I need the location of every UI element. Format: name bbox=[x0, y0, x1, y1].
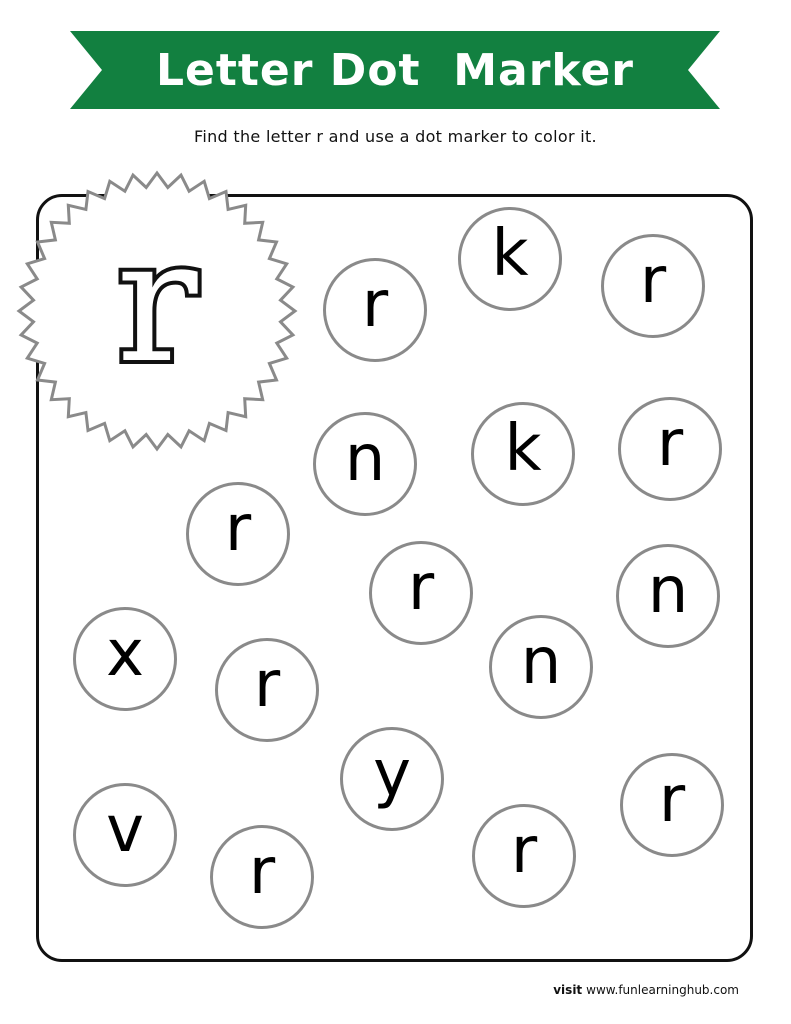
footer-url[interactable]: www.funlearninghub.com bbox=[586, 983, 739, 997]
dot-letter: r bbox=[253, 648, 281, 722]
dot-letter: r bbox=[656, 407, 684, 481]
letter-dot[interactable] bbox=[489, 615, 593, 719]
instructions-text: Find the letter r and use a dot marker to color it. bbox=[194, 127, 597, 146]
letter-dot[interactable] bbox=[601, 234, 705, 338]
dot-letter: y bbox=[373, 737, 411, 811]
letter-dot[interactable] bbox=[471, 402, 575, 506]
page-title: Letter Dot Marker bbox=[155, 44, 635, 96]
letter-dot[interactable] bbox=[313, 412, 417, 516]
dot-letter: r bbox=[510, 814, 538, 888]
dot-letter: r bbox=[407, 551, 435, 625]
footer-visit-label: visit bbox=[553, 983, 583, 997]
dot-letter: n bbox=[647, 554, 689, 628]
footer-credit bbox=[553, 983, 739, 997]
dot-letter: r bbox=[248, 835, 276, 909]
letter-dot[interactable] bbox=[340, 727, 444, 831]
letter-dot[interactable] bbox=[620, 753, 724, 857]
dot-letter: k bbox=[504, 412, 542, 486]
dot-letter: r bbox=[361, 268, 389, 342]
target-letter: r bbox=[116, 203, 198, 401]
letter-dot[interactable] bbox=[472, 804, 576, 908]
dot-letter: n bbox=[520, 625, 562, 699]
letter-dot[interactable] bbox=[458, 207, 562, 311]
dot-letter: x bbox=[106, 617, 144, 691]
dot-letter: r bbox=[658, 763, 686, 837]
letter-dot[interactable] bbox=[210, 825, 314, 929]
letter-dot[interactable] bbox=[369, 541, 473, 645]
letter-dot[interactable] bbox=[73, 783, 177, 887]
dot-letter: r bbox=[224, 492, 252, 566]
letter-dot[interactable] bbox=[618, 397, 722, 501]
letter-dot[interactable] bbox=[186, 482, 290, 586]
dot-letter: v bbox=[106, 793, 144, 867]
letter-dot[interactable] bbox=[323, 258, 427, 362]
letter-dot[interactable] bbox=[215, 638, 319, 742]
letter-dot[interactable] bbox=[616, 544, 720, 648]
dot-letter: n bbox=[344, 422, 386, 496]
letter-dot[interactable] bbox=[73, 607, 177, 711]
dot-letter: r bbox=[639, 244, 667, 318]
dot-letter: k bbox=[491, 217, 529, 291]
